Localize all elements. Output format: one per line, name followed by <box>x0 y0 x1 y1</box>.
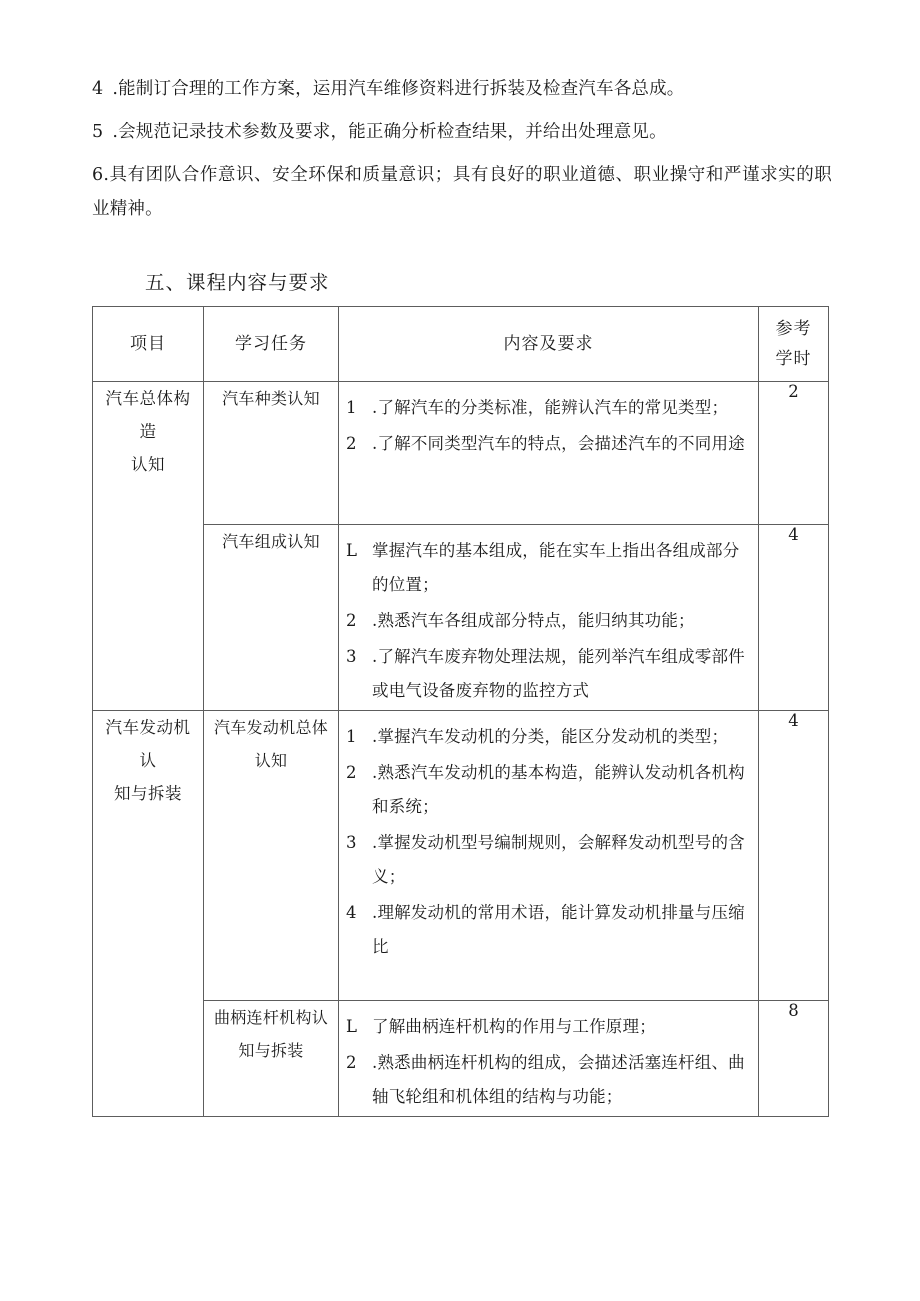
project-cell-2 <box>93 711 204 1117</box>
content-item-lead: 2 <box>346 611 357 630</box>
content-item-text: 了解不同类型汽车的特点，会描述汽车的不同用途 <box>377 434 745 453</box>
task-label-1-2: 汽车组成认知 <box>222 532 320 551</box>
header-cell-hours <box>759 307 829 382</box>
content-item-sep: . <box>372 1053 378 1072</box>
content-item-text: 掌握汽车发动机的分类，能区分发动机的类型； <box>377 727 729 746</box>
content-item-text: 了解汽车的分类标准，能辨认汽车的常见类型； <box>377 398 729 417</box>
hours-value-2-2: 8 <box>788 1001 799 1020</box>
intro-item-6 <box>92 158 832 226</box>
header-label-task: 学习任务 <box>235 334 307 354</box>
task-label-2-2: 曲柄连杆机构认知与拆装 <box>213 1008 329 1060</box>
content-item-text: 熟悉汽车各组成部分特点，能归纳其功能； <box>377 611 695 630</box>
content-item-lead: 4 <box>346 903 357 922</box>
table-row <box>93 1001 829 1117</box>
content-item-sep: . <box>372 434 378 453</box>
content-item-lead: 2 <box>346 434 357 453</box>
intro-item-4-number: 4 <box>92 79 104 99</box>
header-cell-task <box>204 307 339 382</box>
content-item-sep: . <box>372 727 378 746</box>
header-label-content: 内容及要求 <box>503 334 594 354</box>
intro-item-6-number: 6 <box>92 165 104 185</box>
intro-item-6-sep: . <box>103 165 110 185</box>
content-item-lead: 2 <box>346 763 357 782</box>
project-label-1-line2: 认知 <box>131 455 165 474</box>
content-item-text: 掌握发动机型号编制规则，会解释发动机型号的含义； <box>372 833 745 886</box>
content-item <box>346 391 750 425</box>
project-label-1-line1: 汽车总体构造 <box>105 389 191 441</box>
task-cell-2-2 <box>204 1001 339 1117</box>
content-cell-1-2 <box>339 525 759 711</box>
content-item-text: 掌握汽车的基本组成，能在实车上指出各组成部分的位置； <box>372 541 740 594</box>
content-item <box>346 826 750 894</box>
content-item <box>346 896 750 964</box>
course-content-table <box>92 306 829 1117</box>
hours-cell-1-1 <box>759 382 829 525</box>
intro-item-4-text: 能制订合理的工作方案，运用汽车维修资料进行拆装及检查汽车各总成。 <box>118 79 685 99</box>
intro-item-6-text: 具有团队合作意识、安全环保和质量意识；具有良好的职业道德、职业操守和严谨求实的职业精神。 <box>92 165 832 219</box>
header-cell-project <box>93 307 204 382</box>
content-item-lead: 2 <box>346 1053 357 1072</box>
project-label-2-line1: 汽车发动机认 <box>105 718 191 770</box>
content-item <box>346 756 750 824</box>
content-item-text: 了解汽车废弃物处理法规，能列举汽车组成零部件或电气设备废弃物的监控方式 <box>372 647 745 700</box>
table-row <box>93 525 829 711</box>
intro-item-5-text: 会规范记录技术参数及要求，能正确分析检查结果，并给出处理意见。 <box>118 122 667 142</box>
content-item-lead: 1 <box>346 398 357 417</box>
intro-item-4 <box>92 72 832 106</box>
content-item-text: 熟悉曲柄连杆机构的组成，会描述活塞连杆组、曲轴飞轮组和机体组的结构与功能； <box>372 1053 745 1106</box>
content-item-lead: 1 <box>346 727 357 746</box>
content-item <box>346 534 750 602</box>
content-item-text: 了解曲柄连杆机构的作用与工作原理； <box>372 1017 656 1036</box>
table-header-row <box>93 307 829 382</box>
content-item <box>346 1010 750 1044</box>
content-item <box>346 427 750 461</box>
header-cell-content <box>339 307 759 382</box>
content-item-lead: L <box>346 1017 358 1036</box>
task-label-1-1: 汽车种类认知 <box>222 389 320 408</box>
hours-value-2-1: 4 <box>788 711 799 730</box>
task-label-2-1: 汽车发动机总体认知 <box>213 718 329 770</box>
table-row <box>93 382 829 525</box>
hours-cell-1-2 <box>759 525 829 711</box>
project-label-2-line2: 知与拆装 <box>114 784 182 803</box>
task-cell-1-2 <box>204 525 339 711</box>
content-item-sep: . <box>372 833 378 852</box>
header-label-hours-line1: 参考 <box>775 319 812 339</box>
content-item <box>346 604 750 638</box>
content-item-lead: 3 <box>346 647 357 666</box>
course-content-table-wrapper <box>92 306 828 1117</box>
intro-item-4-sep: . <box>112 79 119 99</box>
content-item <box>346 720 750 754</box>
project-cell-1 <box>93 382 204 711</box>
hours-cell-2-1 <box>759 711 829 1001</box>
content-item <box>346 1046 750 1114</box>
task-cell-2-1 <box>204 711 339 1001</box>
intro-paragraphs <box>92 72 832 235</box>
content-item-sep: . <box>372 647 378 666</box>
content-cell-1-1 <box>339 382 759 525</box>
intro-item-5 <box>92 115 832 149</box>
intro-item-5-sep: . <box>112 122 119 142</box>
content-item-text: 理解发动机的常用术语，能计算发动机排量与压缩比 <box>372 903 745 956</box>
task-cell-1-1 <box>204 382 339 525</box>
content-item-sep: . <box>372 611 378 630</box>
hours-cell-2-2 <box>759 1001 829 1117</box>
content-item-text: 熟悉汽车发动机的基本构造，能辨认发动机各机构和系统； <box>372 763 745 816</box>
content-item-sep: . <box>372 398 378 417</box>
header-label-hours-line2: 学时 <box>775 349 812 369</box>
content-item-sep: . <box>372 903 378 922</box>
hours-value-1-1: 2 <box>788 382 799 401</box>
content-item-lead: 3 <box>346 833 357 852</box>
hours-value-1-2: 4 <box>788 525 799 544</box>
content-item-lead: L <box>346 541 358 560</box>
intro-item-5-number: 5 <box>92 122 104 142</box>
table-row <box>93 711 829 1001</box>
content-item <box>346 640 750 708</box>
header-label-project: 项目 <box>130 334 166 354</box>
section-heading: 五、课程内容与要求 <box>145 271 330 295</box>
content-cell-2-2 <box>339 1001 759 1117</box>
content-item-sep: . <box>372 763 378 782</box>
content-cell-2-1 <box>339 711 759 1001</box>
